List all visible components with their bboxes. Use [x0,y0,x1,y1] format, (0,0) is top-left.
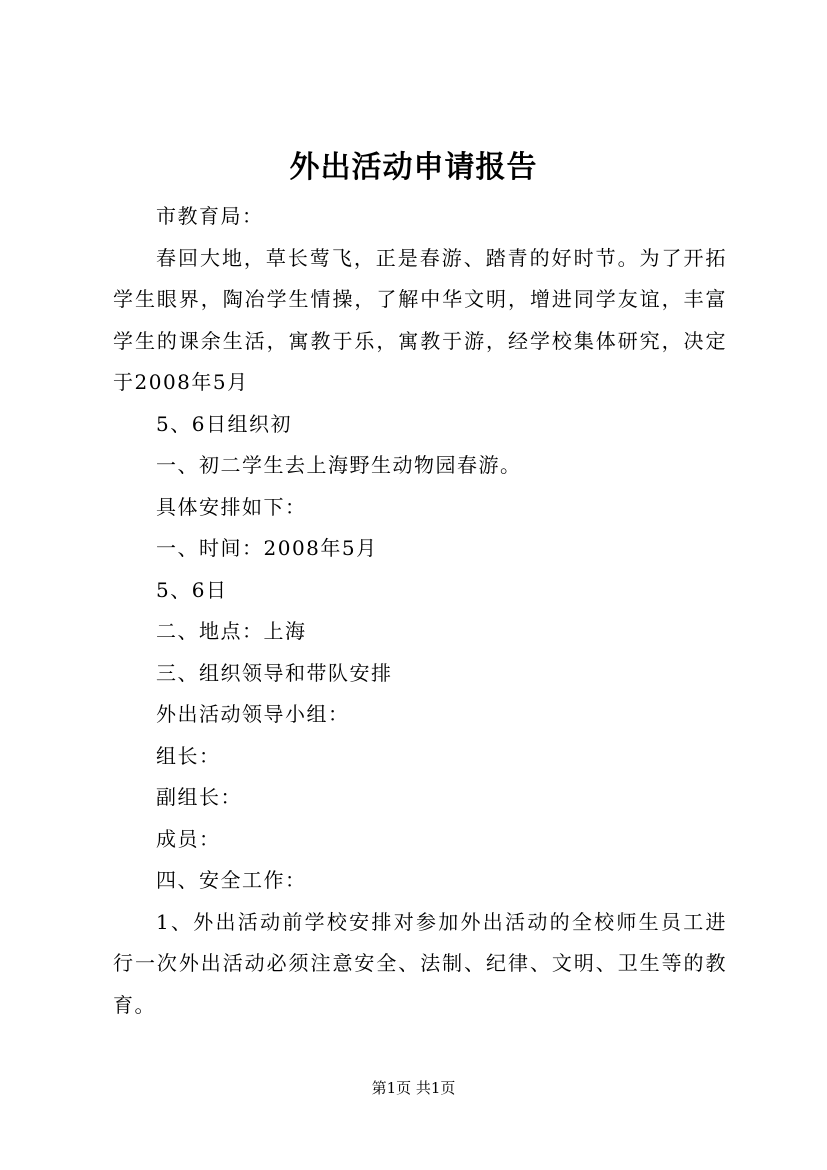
paragraph-safety-item-1: 1、外出活动前学校安排对参加外出活动的全校师生员工进行一次外出活动必须注意安全、法制、纪律、文明、卫生等的教育。 [113,909,727,1017]
paragraph-date-continued: 5、6日组织初 [156,411,292,436]
paragraph-time: 一、时间：2008年5月 [156,536,378,560]
paragraph-leadership-heading: 三、组织领导和带队安排 [156,660,393,685]
paragraph-intro: 春回大地，草长莺飞，正是春游、踏青的好时节。为了开拓学生眼界，陶冶学生情操，了解中华文明，增进同学友谊，丰富学生的课余生活，寓教于乐，寓教于游，经学校集体研究，决定于2008年5月 [113,245,727,394]
paragraph-deputy-leader: 副组长： [156,785,242,809]
paragraph-location: 二、地点：上海 [156,619,307,643]
document-title: 外出活动申请报告 [289,150,538,185]
paragraph-safety-heading: 四、安全工作： [156,868,307,892]
paragraph-time-days: 5、6日 [156,577,228,602]
paragraph-salutation: 市教育局： [156,204,264,228]
paragraph-leadership-group: 外出活动领导小组： [156,702,350,726]
paragraph-trip-purpose: 一、初二学生去上海野生动物园春游。 [156,453,522,477]
paragraph-arrangements-heading: 具体安排如下： [156,494,307,519]
paragraph-members: 成员： [156,826,221,851]
paragraph-group-leader: 组长： [156,743,221,768]
page-footer: 第1页 共1页 [371,1079,456,1097]
document-body [113,196,727,1026]
